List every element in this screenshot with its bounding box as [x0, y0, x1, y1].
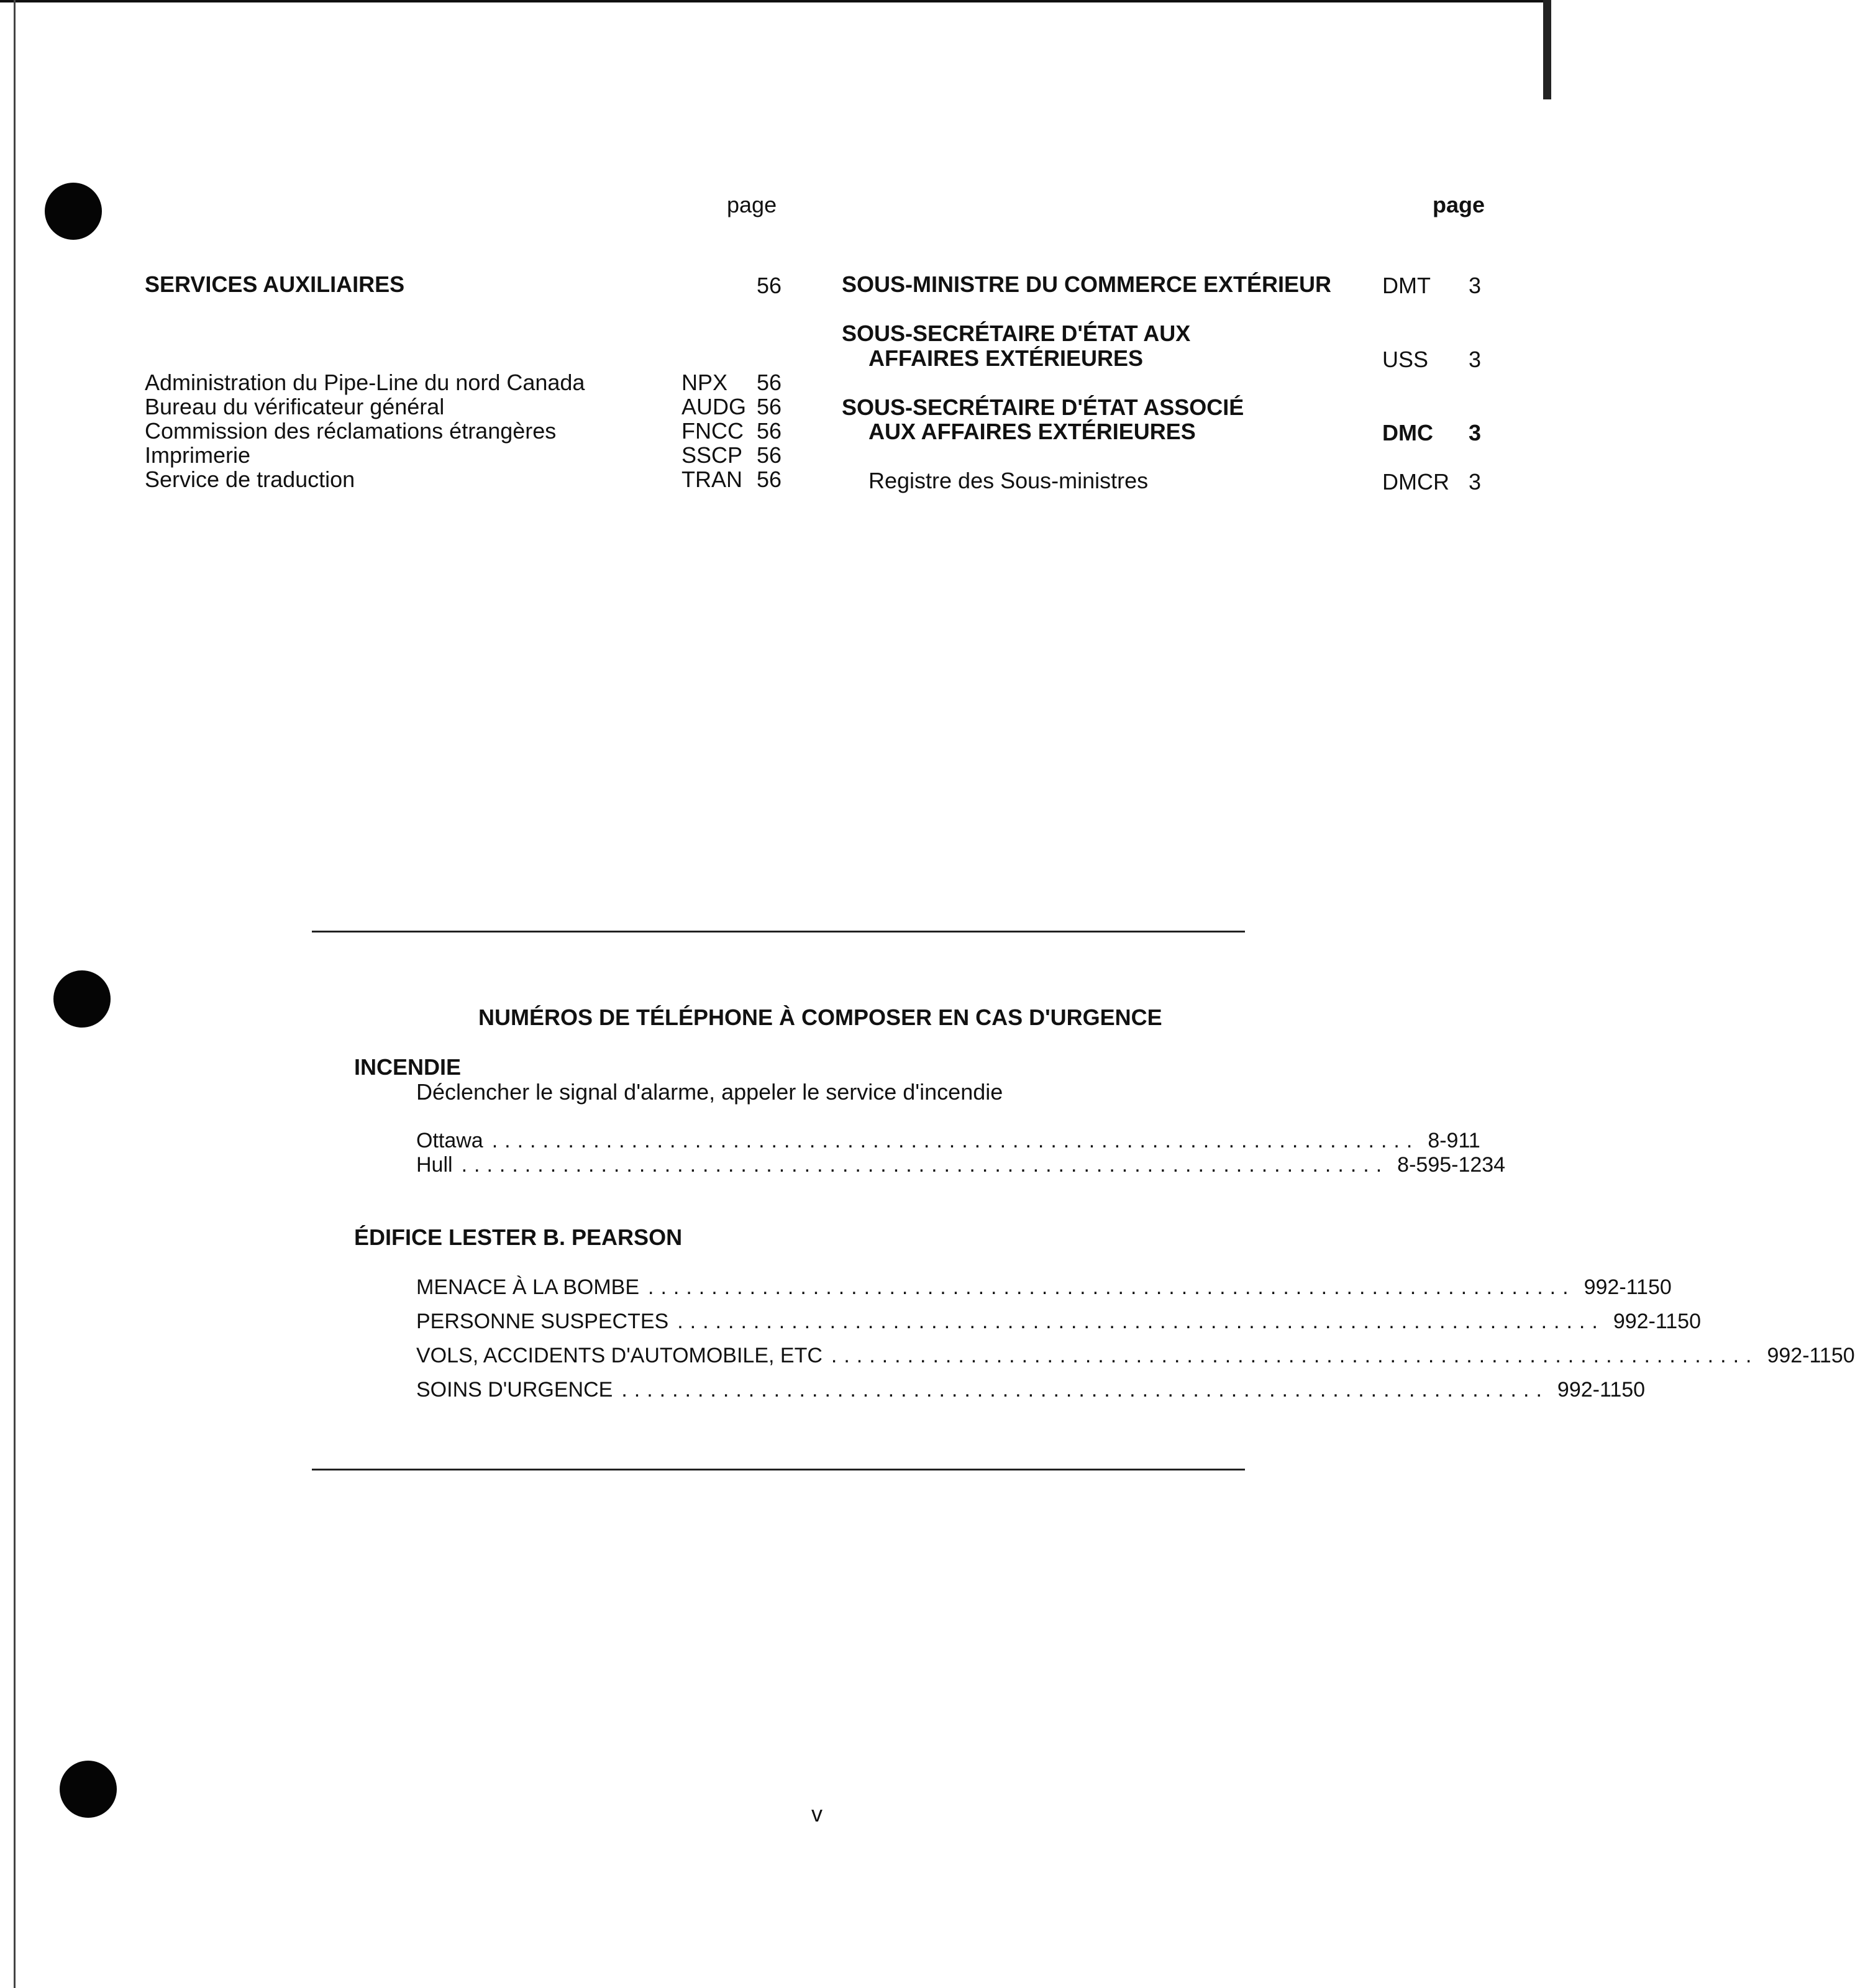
building-number-row — [416, 1377, 1646, 1402]
right-entry-title: SOUS-SECRÉTAIRE D'ÉTAT ASSOCIÉ — [842, 394, 1244, 420]
left-page-header: page — [727, 192, 777, 217]
dot-leader: ......................................................................... — [677, 1310, 1605, 1333]
right-entry-page: 3 — [1469, 420, 1482, 445]
right-sub-entry-code: DMCR — [1382, 469, 1449, 495]
left-entry-page: 56 — [757, 370, 782, 395]
left-entry-name: Administration du Pipe-Line du nord Canada — [145, 370, 585, 395]
punch-hole-top — [45, 183, 102, 240]
building-number-label: SOINS D'URGENCE — [416, 1378, 613, 1402]
building-number-row — [416, 1309, 1701, 1334]
emergency-bottom-rule — [312, 1469, 1245, 1470]
fire-number-value: 8-595-1234 — [1397, 1153, 1506, 1177]
right-sub-entry-page: 3 — [1469, 469, 1482, 495]
right-entry-title: SOUS-MINISTRE DU COMMERCE EXTÉRIEUR — [842, 271, 1332, 297]
left-entry-page: 56 — [757, 442, 782, 468]
fire-number-value: 8-911 — [1428, 1129, 1480, 1152]
left-entry-name: Commission des réclamations étrangères — [145, 418, 557, 444]
left-entry-code: NPX — [681, 370, 728, 395]
section-title: SERVICES AUXILIAIRES — [145, 271, 405, 297]
building-number-value: 992-1150 — [1557, 1378, 1646, 1402]
building-heading: ÉDIFICE LESTER B. PEARSON — [354, 1224, 683, 1250]
building-number-value: 992-1150 — [1767, 1344, 1855, 1367]
emergency-title: NUMÉROS DE TÉLÉPHONE À COMPOSER EN CAS D'URGENCE — [478, 1005, 1162, 1030]
scan-right-edge — [1543, 0, 1551, 99]
left-entry-name: Imprimerie — [145, 442, 251, 468]
building-number-value: 992-1150 — [1613, 1310, 1701, 1333]
right-entry-code: USS — [1382, 347, 1429, 372]
building-number-row — [416, 1343, 1855, 1368]
fire-number-row-ottawa — [416, 1128, 1480, 1153]
dot-leader: ......................................................................... — [621, 1378, 1549, 1402]
punch-hole-bottom — [60, 1761, 117, 1818]
left-entry-page: 56 — [757, 394, 782, 419]
left-entry-name: Bureau du vérificateur général — [145, 394, 445, 419]
scan-top-edge — [0, 0, 1551, 2]
emergency-top-rule — [312, 931, 1245, 932]
dot-leader: ......................................................................... — [461, 1153, 1389, 1177]
left-entry-name: Service de traduction — [145, 467, 355, 492]
building-number-row — [416, 1275, 1672, 1300]
left-entry-page: 56 — [757, 418, 782, 444]
left-entry-code: AUDG — [681, 394, 747, 419]
right-entry-page: 3 — [1469, 273, 1482, 298]
left-entry-code: SSCP — [681, 442, 743, 468]
right-entry-title-line2: AFFAIRES EXTÉRIEURES — [868, 345, 1144, 371]
right-entry-code: DMC — [1382, 420, 1433, 445]
dot-leader: ......................................................................... — [491, 1129, 1420, 1152]
right-entry-page: 3 — [1469, 347, 1482, 372]
right-entry-title-line2: AUX AFFAIRES EXTÉRIEURES — [868, 419, 1196, 444]
building-number-label: PERSONNE SUSPECTES — [416, 1310, 669, 1333]
right-page-header: page — [1433, 192, 1485, 217]
fire-number-label: Hull — [416, 1153, 453, 1177]
fire-number-label: Ottawa — [416, 1129, 483, 1152]
fire-heading: INCENDIE — [354, 1054, 462, 1080]
right-sub-entry-name: Registre des Sous-ministres — [868, 468, 1149, 493]
scan-left-edge — [14, 0, 16, 1988]
right-entry-title: SOUS-SECRÉTAIRE D'ÉTAT AUX — [842, 321, 1191, 346]
left-entry-page: 56 — [757, 467, 782, 492]
left-entry-code: FNCC — [681, 418, 744, 444]
section-page: 56 — [757, 273, 782, 298]
punch-hole-middle — [53, 970, 111, 1028]
building-number-label: VOLS, ACCIDENTS D'AUTOMOBILE, ETC — [416, 1344, 823, 1367]
left-entry-code: TRAN — [681, 467, 742, 492]
fire-number-row-hull — [416, 1152, 1506, 1177]
building-number-label: MENACE À LA BOMBE — [416, 1275, 639, 1299]
fire-instruction: Déclencher le signal d'alarme, appeler le service d'incendie — [416, 1079, 1003, 1105]
building-number-value: 992-1150 — [1584, 1275, 1672, 1299]
page-number: v — [811, 1801, 823, 1826]
right-entry-code: DMT — [1382, 273, 1431, 298]
dot-leader: ......................................................................... — [648, 1275, 1575, 1299]
dot-leader: ......................................................................... — [831, 1344, 1759, 1367]
